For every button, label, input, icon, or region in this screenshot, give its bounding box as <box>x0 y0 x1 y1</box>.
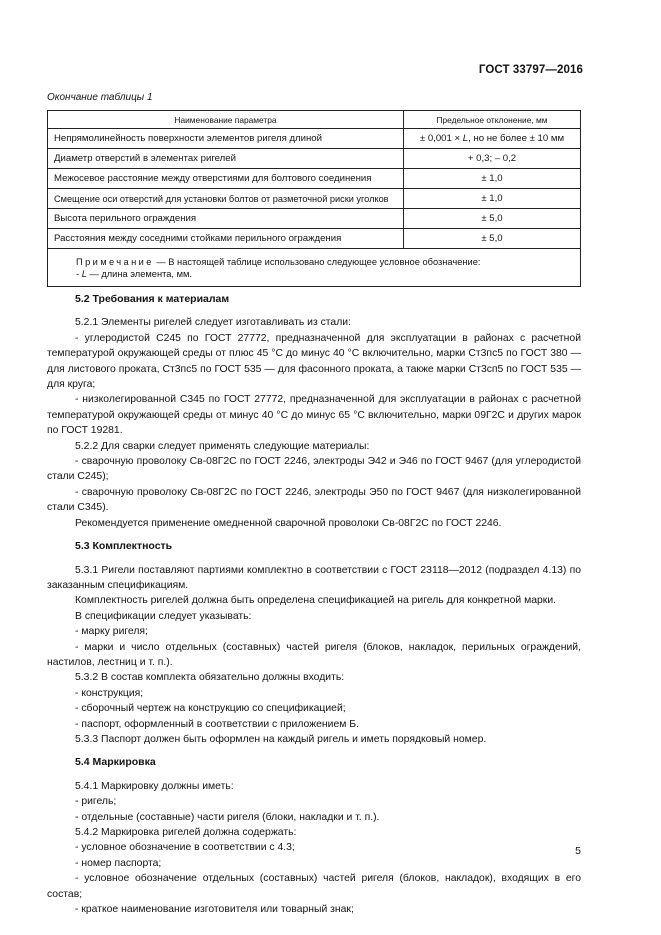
tolerance-table <box>47 110 581 287</box>
paragraph: - паспорт, оформленный в соответствии с приложением Б. <box>75 718 359 730</box>
table-row <box>48 149 581 169</box>
paragraph: Комплектность ригелей должна быть определена спецификацией на ригель для конкретной марки. <box>75 595 557 607</box>
paragraph: 5.4.1 Маркировку должны иметь: <box>75 780 234 792</box>
paragraph: 5.4.2 Маркировка ригелей должна содержать: <box>75 827 297 838</box>
document-body <box>47 292 581 917</box>
table-header-row <box>48 111 581 129</box>
paragraph: - марку ригеля; <box>75 626 148 638</box>
paragraph: 5.3.1 Ригели поставляют партиями комплектно в соответствии с ГОСТ 23118—2012 (подраздел 4.13) по заказанным спецификациям. <box>47 564 581 591</box>
deviation-cell: ± 1,0 <box>404 169 581 189</box>
section-heading: 5.2 Требования к материалам <box>75 293 230 305</box>
section-heading: 5.4 Маркировка <box>75 756 156 769</box>
paragraph: 5.3.3 Паспорт должен быть оформлен на каждый ригель и иметь порядковый номер. <box>75 733 487 745</box>
paragraph: - углеродистой С245 по ГОСТ 27772, предназначенной для эксплуатации в районах с расчетной температурой окружающей среды от плюс 45 °С до минус 40 °С включительно, марки Ст3пс5 по ГОСТ 380 — для листового проката, Ст3пс5 по ГОСТ 535 — для фасонного проката, а также марки Ст3сп5 по ГОСТ 535 — для круга; <box>47 332 581 391</box>
deviation-cell: ± 0,001 × L, но не более ± 10 мм <box>404 129 581 149</box>
paragraph: - условное обозначение отдельных (составных) частей ригеля (блоков, накладок), входящих в его состав; <box>47 873 581 900</box>
paragraph: - номер паспорта; <box>75 857 162 869</box>
param-cell: Расстояния между соседними стойками перильного ограждения <box>48 229 404 249</box>
paragraph: - краткое наименование изготовителя или товарный знак; <box>75 904 354 916</box>
paragraph: - отдельные (составные) части ригеля (блоки, накладки и т. п.). <box>75 811 380 823</box>
paragraph: - конструкция; <box>75 687 144 699</box>
document-id: ГОСТ 33797—2016 <box>478 64 583 76</box>
paragraph: - сборочный чертеж на конструкцию со спецификацией; <box>75 703 346 715</box>
paragraph: 5.2.2 Для сварки следует применять следующие материалы: <box>75 440 370 452</box>
note-label: Примечание <box>76 256 154 267</box>
page-number: 5 <box>575 845 581 857</box>
paragraph: В спецификации следует указывать: <box>75 610 252 622</box>
deviation-cell: + 0,3; – 0,2 <box>404 149 581 169</box>
column-header-param: Наименование параметра <box>48 111 404 129</box>
column-header-deviation: Предельное отклонение, мм <box>404 111 581 129</box>
paragraph: - сварочную проволоку Св-08Г2С по ГОСТ 2246, электроды Э50 по ГОСТ 9467 (для низколегированной стали С345). <box>47 486 581 514</box>
paragraph: - низколегированной С345 по ГОСТ 27772, предназначенной для эксплуатации в районах с расчетной температурой окружающей среды от минус 40 °С до минус 65 °С включительно, марки 09Г2С и других марок по ГОСТ 19281. <box>47 394 581 437</box>
param-cell: Смещение оси отверстий для установки болтов от разметочной риски уголков <box>48 189 404 209</box>
table-row <box>48 189 581 209</box>
param-cell: Диаметр отверстий в элементах ригелей <box>48 149 404 169</box>
table-note-row <box>48 249 581 287</box>
table-row <box>48 169 581 189</box>
note-text: — В настоящей таблице использовано следующее условное обозначение: <box>153 256 481 267</box>
table-row <box>48 209 581 229</box>
paragraph: - ригель; <box>75 796 117 808</box>
note-definition: - L — длина элемента, мм. <box>76 268 192 279</box>
paragraph: 5.3.2 В состав комплекта обязательно должны входить: <box>75 672 345 684</box>
table-row <box>48 229 581 249</box>
table-caption: Окончание таблицы 1 <box>47 92 153 103</box>
param-cell: Высота перильного ограждения <box>48 209 404 229</box>
paragraph: - условное обозначение в соответствии с 4.3; <box>75 842 295 854</box>
section-heading: 5.3 Комплектность <box>75 540 173 553</box>
deviation-cell: ± 1,0 <box>404 189 581 209</box>
table-note <box>48 249 581 287</box>
deviation-cell: ± 5,0 <box>404 229 581 249</box>
paragraph: Рекомендуется применение омедненной сварочной проволоки Св-08Г2С по ГОСТ 2246. <box>75 517 502 529</box>
param-cell: Непрямолинейность поверхности элементов ригеля длиной <box>48 129 404 149</box>
paragraph: 5.2.1 Элементы ригелей следует изготавливать из стали: <box>75 317 351 329</box>
deviation-cell: ± 5,0 <box>404 209 581 229</box>
table-row <box>48 129 581 149</box>
paragraph: - марки и число отдельных (составных) частей ригеля (блоков, накладок, перильных ограждений, настилов, лестниц и т. п.). <box>47 641 581 668</box>
param-cell: Межосевое расстояние между отверстиями для болтового соединения <box>48 169 404 189</box>
paragraph: - сварочную проволоку Св-08Г2С по ГОСТ 2246, электроды Э42 и Э46 по ГОСТ 9467 (для углеродистой стали С245); <box>47 456 581 483</box>
